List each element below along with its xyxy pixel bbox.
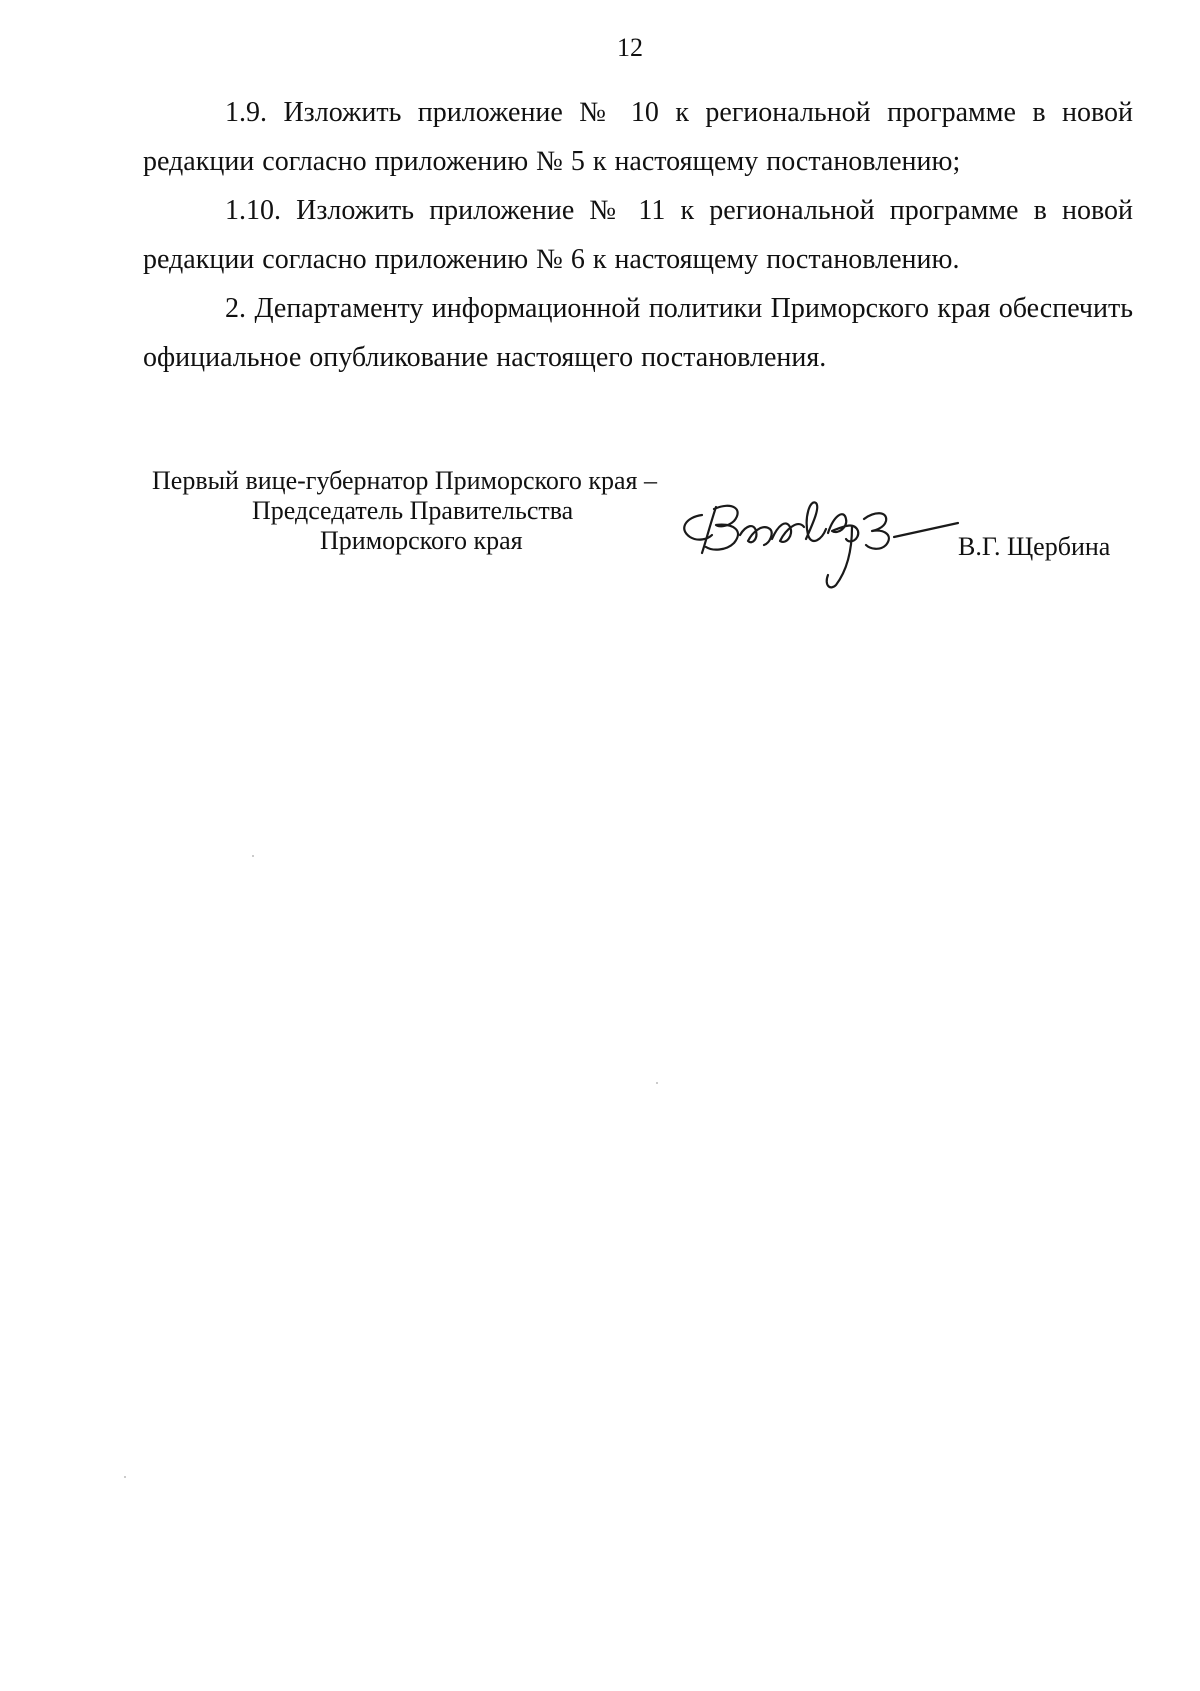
- scan-speck: [656, 1082, 658, 1084]
- handwritten-signature: [668, 495, 968, 595]
- scan-speck: [124, 1476, 126, 1478]
- paragraph-1-10: 1.10. Изложить приложение № 11 к региональной программе в новой редакции согласно приложению № 6 к настоящему постановлению.: [143, 195, 1133, 275]
- page-number: 12: [617, 33, 643, 62]
- paragraph-1-9: 1.9. Изложить приложение № 10 к региональной программе в новой редакции согласно приложению № 5 к настоящему постановлению;: [143, 97, 1133, 177]
- signatory-title: [152, 466, 712, 556]
- scan-speck: [252, 855, 254, 857]
- signatory-title-line-3: Приморского края: [320, 526, 523, 555]
- document-body: [143, 88, 1133, 382]
- signer-name: В.Г. Щербина: [958, 532, 1111, 561]
- signatory-title-line-2: Председатель Правительства: [252, 496, 574, 525]
- paragraph-2: 2. Департаменту информационной политики Приморского края обеспечить официальное опубликование настоящего постановления.: [143, 293, 1133, 373]
- signatory-title-line-1: Первый вице-губернатор Приморского края –: [152, 466, 657, 495]
